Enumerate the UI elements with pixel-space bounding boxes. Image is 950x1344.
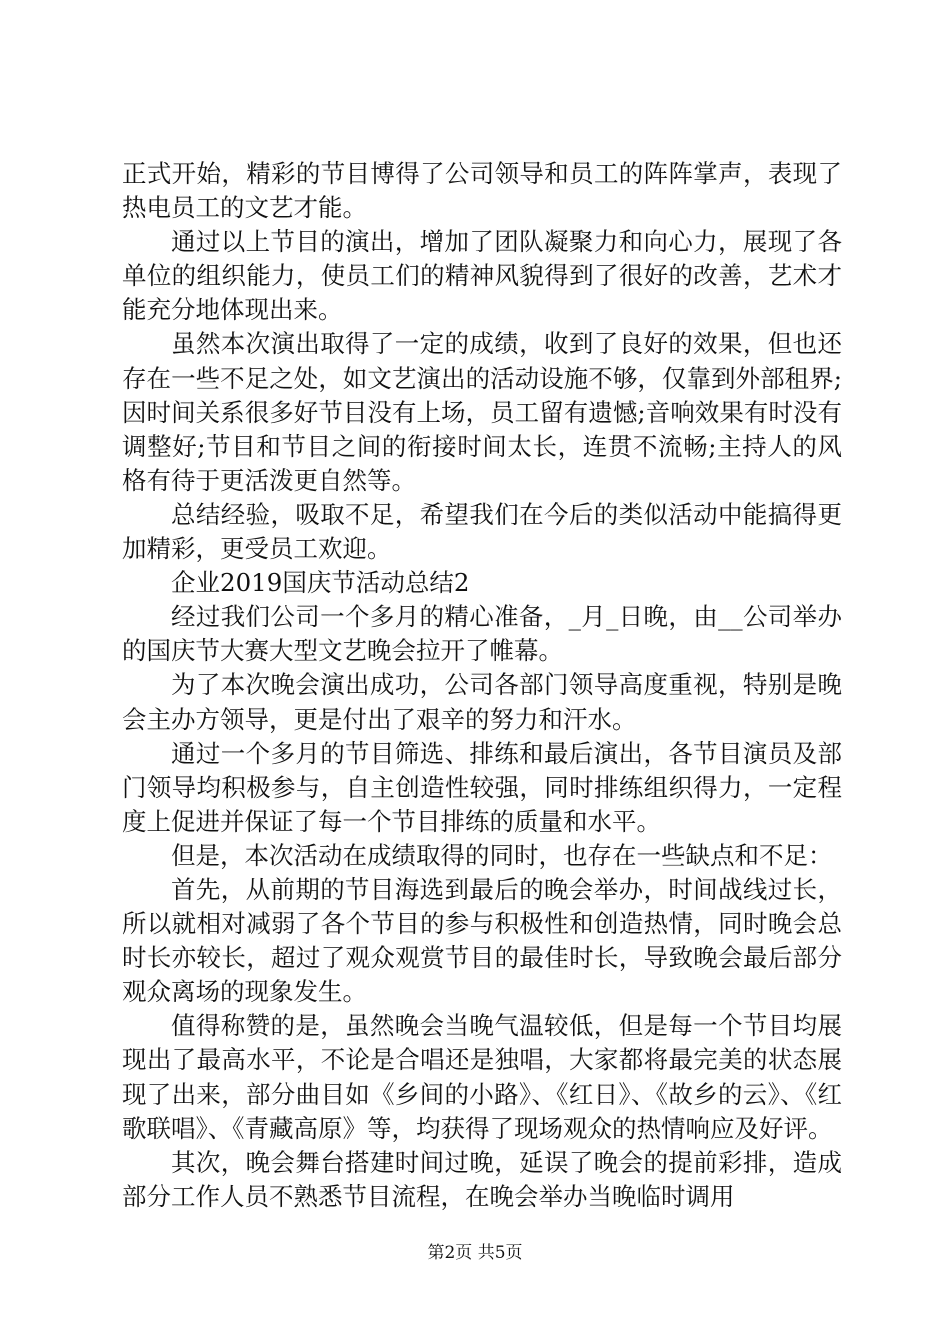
paragraph: 经过我们公司一个多月的精心准备，_月_日晚，由__公司举办的国庆节大赛大型文艺晚会拉开了帷幕。 xyxy=(122,602,842,666)
page-number-label: 第2页 共5页 xyxy=(427,1243,523,1263)
paragraph: 首先，从前期的节目海选到最后的晚会举办，时间战线过长，所以就相对减弱了各个节目的参与积极性和创造热情，同时晚会总时长亦较长，超过了观众观赏节目的最佳时长，导致晚会最后部分观众离场的现象发生。 xyxy=(122,874,842,1007)
paragraph: 值得称赞的是，虽然晚会当晚气温较低，但是每一个节目均展现出了最高水平，不论是合唱还是独唱，大家都将最完美的状态展现了出来，部分曲目如《乡间的小路》、《红日》、《故乡的云》、《红歌联唱》、《青藏高原》等，均获得了现场观众的热情响应及好评。 xyxy=(122,1011,842,1143)
paragraph: 通过以上节目的演出，增加了团队凝聚力和向心力，展现了各单位的组织能力，使员工们的精神风貌得到了很好的改善，艺术才能充分地体现出来。 xyxy=(122,227,842,325)
paragraph-continuation: 正式开始，精彩的节目博得了公司领导和员工的阵阵掌声，表现了热电员工的文艺才能。 xyxy=(122,159,842,223)
paragraph: 其次，晚会舞台搭建时间过晚，延误了晚会的提前彩排，造成部分工作人员不熟悉节目流程，在晚会举办当晚临时调用 xyxy=(122,1147,842,1211)
paragraph: 通过一个多月的节目筛选、排练和最后演出，各节目演员及部门领导均积极参与，自主创造性较强，同时排练组织得力，一定程度上促进并保证了每一个节目排练的质量和水平。 xyxy=(122,738,842,836)
paragraph: 虽然本次演出取得了一定的成绩，收到了良好的效果，但也还存在一些不足之处，如文艺演出的活动设施不够，仅靠到外部租界;因时间关系很多好节目没有上场，员工留有遗憾;音响效果有时没有调整好;节目和节目之间的衔接时间太长，连贯不流畅;主持人的风格有待于更活泼更自然等。 xyxy=(122,329,842,495)
paragraph: 总结经验，吸取不足，希望我们在今后的类似活动中能搞得更加精彩，更受员工欢迎。 xyxy=(122,499,842,564)
paragraph: 为了本次晚会演出成功，公司各部门领导高度重视，特别是晚会主办方领导，更是付出了艰辛的努力和汗水。 xyxy=(122,670,842,734)
paragraph: 但是，本次活动在成绩取得的同时，也存在一些缺点和不足： xyxy=(171,840,833,870)
document-body xyxy=(122,157,842,1214)
page-footer xyxy=(0,1242,950,1264)
section-heading: 企业2019国庆节活动总结2 xyxy=(171,568,470,598)
